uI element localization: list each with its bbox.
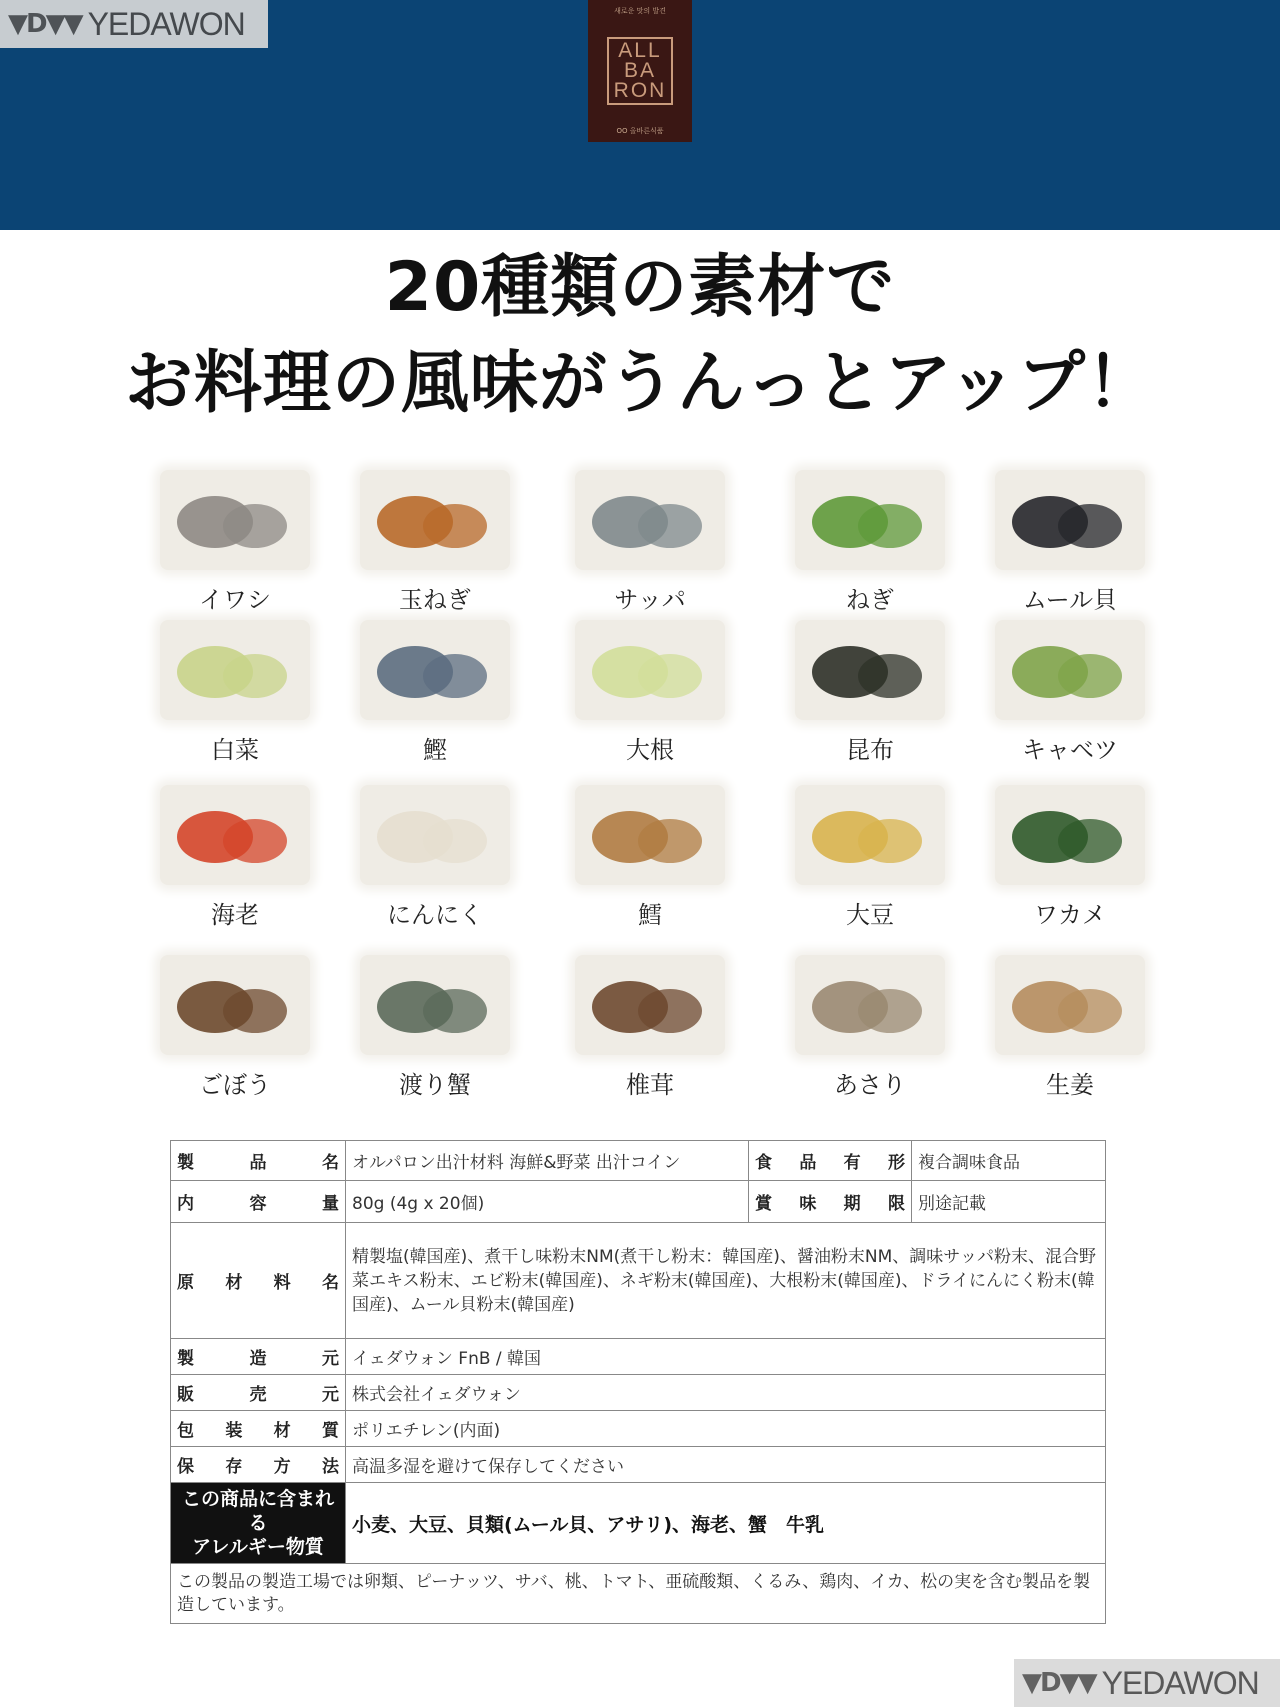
logo-line: BA [623,59,656,82]
kelp-icon-part [858,654,922,698]
label-char: 名 [322,1153,339,1173]
ingredient-item [775,785,965,935]
spec-row [171,1339,1106,1375]
label-char: 量 [322,1194,339,1214]
contents-value: 80g (4g x 20個) [346,1181,749,1223]
ingredient-label: サッパ [614,586,686,614]
green-onion-icon [795,470,945,570]
dried-pollock-icon [575,785,725,885]
radish-icon-part [638,654,702,698]
allergy-value: 小麦、大豆、貝類(ムール貝、アサリ)、海老、蟹 牛乳 [346,1483,1106,1564]
herring-icon-shape [575,470,725,570]
ingredient-item [975,620,1165,770]
clam-icon-shape [795,955,945,1055]
contents-label [177,1189,339,1214]
label-char: 名 [321,1273,339,1293]
green-onion-icon-shape [795,470,945,570]
clam-icon-part [858,989,922,1033]
ingredient-label: 白菜 [211,736,259,764]
ingredient-item [975,955,1165,1105]
dried-pollock-icon-shape [575,785,725,885]
burdock-icon-part [223,989,287,1033]
allergy-label [171,1483,346,1564]
watermark-top [0,0,268,48]
ingredient-label: 大豆 [846,901,894,929]
shiitake-icon-part [638,989,702,1033]
crab-icon-part [423,989,487,1033]
ingredient-item [140,620,330,770]
ingredient-label: 鱈 [638,901,662,929]
label-char: 内 [177,1194,194,1214]
garlic-icon-shape [360,785,510,885]
allergy-label-line: この商品に含まれる [181,1488,334,1534]
label-char: 限 [887,1194,905,1214]
spec-label [171,1339,346,1375]
herring-icon-part [638,504,702,548]
product-name-value: オルパロン出汁材料 海鮮&野菜 出汁コイン [346,1141,749,1181]
soybean-icon-part [858,819,922,863]
spec-label [171,1141,346,1181]
label-char: 食 [755,1153,772,1173]
spec-label [749,1141,912,1181]
ingredient-label: 海老 [211,901,259,929]
food-type-label [755,1148,905,1173]
dried-pollock-icon-part [638,819,702,863]
logo-bottom-text: OO 올바른식품 [616,127,664,135]
watermark-brand: YEDAWON [87,5,245,42]
seaweed-icon-shape [995,785,1145,885]
burdock-icon [160,955,310,1055]
cabbage-icon-part [1058,654,1122,698]
onion-icon-shape [360,470,510,570]
expiry-label [755,1189,905,1214]
ingredient-item [340,470,530,620]
onion-icon-part [423,504,487,548]
radish-icon-shape [575,620,725,720]
spec-label [171,1181,346,1223]
seaweed-icon-part [1058,819,1122,863]
label-char: 法 [321,1457,339,1477]
shiitake-icon-shape [575,955,725,1055]
brand-logo [588,0,692,142]
ingredient-label: ワカメ [1034,901,1106,929]
allergy-label-line: アレルギー物質 [192,1536,324,1558]
label-char: 質 [321,1421,339,1441]
label-char: 期 [843,1194,861,1214]
logo-line: RON [613,79,667,102]
spec-label [171,1223,346,1339]
ingredient-item [975,470,1165,620]
sardine-icon-shape [160,470,310,570]
ingredients-label [177,1268,339,1293]
label-char: 有 [843,1153,861,1173]
spec-label [171,1411,346,1447]
mussel-icon-shape [995,470,1145,570]
watermark-brand: YEDAWON [1101,1664,1259,1701]
onion-icon [360,470,510,570]
label-char: 包 [177,1421,194,1441]
watermark-mark: ▼D▼▼ [1022,1668,1096,1698]
headline-line-2: お料理の風味がうんっとアップ！ [124,344,1156,423]
label-char: 元 [322,1349,339,1369]
label-char: 品 [799,1153,817,1173]
ingredient-label: ムール貝 [1022,586,1118,614]
kelp-icon [795,620,945,720]
green-onion-icon-part [858,504,922,548]
cabbage-icon [995,620,1145,720]
ingredients-value: 精製塩(韓国産)、煮干し味粉末NM(煮干し粉末：韓国産)、醤油粉末NM、調味サッパ粉末、混合野菜エキス粉末、エビ粉末(韓国産)、ネギ粉末(韓国産)、大根粉末(韓国産)、ドライにんにく粉末(韓国産)、ムール貝粉末(韓国産) [346,1223,1106,1339]
logo-wordmark [607,37,674,105]
headline [0,240,1280,432]
label-char: 製 [177,1153,194,1173]
label-char: 方 [273,1457,291,1477]
spec-label [171,1447,346,1483]
manufacturer-value: イェダウォン FnB / 韓国 [346,1339,1106,1375]
seller-label [177,1380,339,1405]
product-name-label [177,1148,339,1173]
label-char: 原 [177,1273,194,1293]
garlic-icon [360,785,510,885]
spec-label [171,1375,346,1411]
bonito-icon [360,620,510,720]
logo-line: ALL [618,39,662,62]
ingredient-item [555,785,745,935]
clam-icon [795,955,945,1055]
spec-row [171,1483,1106,1564]
spec-row [171,1181,1106,1223]
shrimp-icon-shape [160,785,310,885]
napa-cabbage-icon-part [223,654,287,698]
ingredient-label: キャベツ [1022,736,1118,764]
ingredient-label: あさり [834,1071,906,1099]
ingredient-item [775,955,965,1105]
label-char: 造 [249,1349,267,1369]
ingredient-label: 玉ねぎ [399,586,471,614]
label-char: 存 [225,1457,243,1477]
ingredient-item [340,955,530,1105]
cabbage-icon-shape [995,620,1145,720]
spec-table [170,1140,1106,1624]
shrimp-icon-part [223,819,287,863]
ingredient-label: 昆布 [846,736,894,764]
ingredient-item [775,620,965,770]
label-char: 味 [799,1194,817,1214]
ingredient-label: 椎茸 [626,1071,674,1099]
garlic-icon-part [423,819,487,863]
packaging-value: ポリエチレン(内面) [346,1411,1106,1447]
ingredient-item [775,470,965,620]
spec-row [171,1375,1106,1411]
shiitake-icon [575,955,725,1055]
spec-row [171,1411,1106,1447]
label-char: 装 [225,1421,243,1441]
bonito-icon-part [423,654,487,698]
soybean-icon [795,785,945,885]
ingredient-label: イワシ [199,586,271,614]
seaweed-icon [995,785,1145,885]
label-char: 容 [249,1194,267,1214]
label-char: 材 [273,1421,291,1441]
soybean-icon-shape [795,785,945,885]
spec-label [749,1181,912,1223]
label-char: 元 [322,1385,339,1405]
kelp-icon-shape [795,620,945,720]
ginger-icon-shape [995,955,1145,1055]
watermark-bottom [1014,1659,1280,1707]
ginger-icon-part [1058,989,1122,1033]
crab-icon [360,955,510,1055]
ingredient-item [555,620,745,770]
spec-row [171,1564,1106,1624]
burdock-icon-shape [160,955,310,1055]
logo-top-text: 새로운 맛의 발견 [614,7,666,15]
spec-row [171,1223,1106,1339]
ingredient-item [140,785,330,935]
ingredient-item [140,470,330,620]
ingredient-item [140,955,330,1105]
label-char: 形 [887,1153,905,1173]
food-type-value: 複合調味食品 [912,1141,1106,1181]
watermark-mark: ▼D▼▼ [8,9,82,39]
ingredient-label: ごぼう [199,1071,271,1099]
manufacturer-label [177,1344,339,1369]
ingredient-label: ねぎ [846,586,894,614]
expiry-value: 別途記載 [912,1181,1106,1223]
ingredient-item [555,470,745,620]
label-char: 料 [273,1273,291,1293]
napa-cabbage-icon-shape [160,620,310,720]
ingredient-label: 鰹 [423,736,447,764]
spec-row [171,1447,1106,1483]
mussel-icon [995,470,1145,570]
ingredient-item [975,785,1165,935]
bonito-icon-shape [360,620,510,720]
sardine-icon-part [223,504,287,548]
packaging-label [177,1416,339,1441]
label-char: 品 [249,1153,267,1173]
mussel-icon-part [1058,504,1122,548]
label-char: 売 [249,1385,267,1405]
shrimp-icon [160,785,310,885]
ingredient-item [555,955,745,1105]
label-char: 材 [225,1273,243,1293]
sardine-icon [160,470,310,570]
storage-value: 高温多湿を避けて保存してください [346,1447,1106,1483]
ginger-icon [995,955,1145,1055]
factory-note: この製品の製造工場では卵類、ピーナッツ、サバ、桃、トマト、亜硫酸類、くるみ、鶏肉、イカ、松の実を含む製品を製造しています。 [171,1564,1106,1624]
radish-icon [575,620,725,720]
napa-cabbage-icon [160,620,310,720]
spec-row [171,1141,1106,1181]
crab-icon-shape [360,955,510,1055]
ingredient-label: 大根 [626,736,674,764]
label-char: 賞 [755,1194,772,1214]
headline-line-1: 20種類の素材で [384,248,896,327]
storage-label [177,1452,339,1477]
label-char: 保 [177,1457,194,1477]
ingredient-label: 渡り蟹 [399,1071,471,1099]
seller-value: 株式会社イェダウォン [346,1375,1106,1411]
ingredient-item [340,620,530,770]
herring-icon [575,470,725,570]
ingredient-label: 生姜 [1046,1071,1094,1099]
ingredient-label: にんにく [387,901,483,929]
label-char: 販 [177,1385,194,1405]
label-char: 製 [177,1349,194,1369]
ingredient-item [340,785,530,935]
